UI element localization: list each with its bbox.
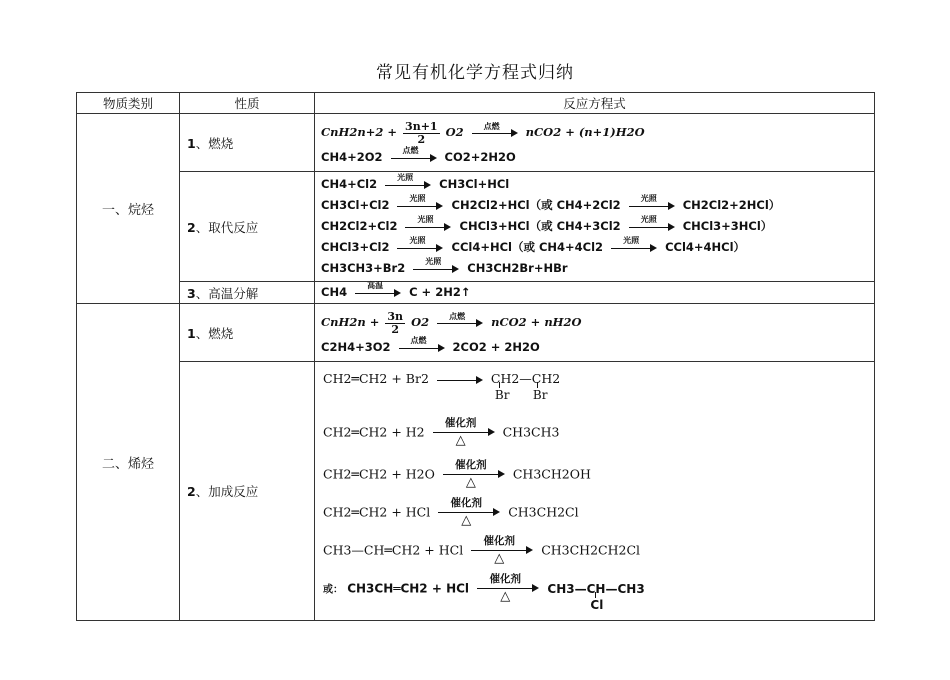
equations-alkane-combustion xyxy=(315,114,875,172)
reaction-arrow: 光照 xyxy=(413,262,459,276)
equation-addition-hcl-ethylene: CH2═CH2 + HCl 催化剂 △ CH3CH2Cl xyxy=(323,497,579,528)
reaction-arrow: 催化剂 △ xyxy=(433,418,495,448)
equation-substitution-4: CHCl3+Cl2 光照 CCl4+HCl（或 CH4+4Cl2 光照 CCl4+4HCl） xyxy=(321,235,746,254)
reaction-arrow: 光照 xyxy=(629,199,675,213)
equation-substitution-2: CH3Cl+Cl2 光照 CH2Cl2+HCl（或 CH4+2Cl2 光照 CH2Cl2+2HCl） xyxy=(321,193,781,212)
property-alkane-combustion: 1、燃烧 xyxy=(180,114,315,172)
reaction-arrow xyxy=(437,373,483,387)
equations-alkane-substitution xyxy=(315,172,875,282)
reaction-arrow: 点燃 xyxy=(391,151,437,165)
equation-addition-water: CH2═CH2 + H2O 催化剂 △ CH3CH2OH xyxy=(323,459,591,490)
dibromoethane: CH2—CH2 Br Br xyxy=(490,371,561,402)
equation-alkene-general-combustion: CnH2n + $\frac{3n}{2}$ O2 点燃 nCO2 + nH2O xyxy=(321,309,582,336)
table-header-row xyxy=(77,93,875,114)
equation-methane-combustion: CH4+2O2 点燃 CO2+2H2O xyxy=(321,145,516,164)
header-category: 物质类别 xyxy=(77,93,180,114)
header-property: 性质 xyxy=(180,93,315,114)
equations-alkane-cracking xyxy=(315,282,875,304)
reaction-arrow: 催化剂 △ xyxy=(438,498,500,528)
reaction-arrow: 催化剂 △ xyxy=(471,536,533,566)
equation-alkane-general-combustion: CnH2n+2 + $\frac{3n+1}{2}$ O2 点燃 nCO2 + (n+1)H2O xyxy=(321,119,645,146)
fraction: $\frac{3n}{2}$ xyxy=(387,309,404,336)
isopropyl-chloride: CH3—CH—CH3 Cl xyxy=(547,581,645,612)
category-alkane: 一、烷烃 xyxy=(77,114,180,304)
reaction-arrow: 催化剂 △ xyxy=(443,460,505,490)
reaction-arrow: 光照 xyxy=(405,220,451,234)
reaction-arrow: 点燃 xyxy=(399,341,445,355)
table-row xyxy=(77,362,875,621)
equations-alkene-combustion xyxy=(315,304,875,362)
equation-substitution-3: CH2Cl2+Cl2 光照 CHCl3+HCl（或 CH4+3Cl2 光照 CHCl3+3HCl） xyxy=(321,214,773,233)
equation-substitution-5: CH3CH3+Br2 光照 CH3CH2Br+HBr xyxy=(321,256,568,275)
equation-methane-cracking: CH4 高温 C + 2H2↑ xyxy=(321,280,471,299)
table-row xyxy=(77,304,875,362)
property-alkene-addition: 2、加成反应 xyxy=(180,362,315,621)
equation-addition-hcl-propylene: CH3—CH═CH2 + HCl 催化剂 △ CH3CH2CH2Cl xyxy=(323,535,641,566)
header-equation: 反应方程式 xyxy=(315,93,875,114)
fraction: $\frac{3n+1}{2}$ xyxy=(405,119,438,146)
equation-substitution-1: CH4+Cl2 光照 CH3Cl+HCl xyxy=(321,172,510,191)
property-alkane-substitution: 2、取代反应 xyxy=(180,172,315,282)
reaction-arrow: 点燃 xyxy=(437,316,483,330)
property-alkane-cracking: 3、高温分解 xyxy=(180,282,315,304)
reaction-arrow: 光照 xyxy=(397,199,443,213)
property-alkene-combustion: 1、燃烧 xyxy=(180,304,315,362)
equation-addition-hydrogen: CH2═CH2 + H2 催化剂 △ CH3CH3 xyxy=(323,417,560,448)
reaction-arrow: 高温 xyxy=(355,286,401,300)
table-row xyxy=(77,114,875,172)
reaction-arrow: 点燃 xyxy=(472,126,518,140)
reaction-arrow: 光照 xyxy=(611,241,657,255)
equations-alkene-addition xyxy=(315,362,875,621)
reaction-arrow: 光照 xyxy=(385,178,431,192)
equation-addition-hcl-propylene-alt: 或： CH3CH═CH2 + HCl 催化剂 △ CH3—CH—CH3 Cl xyxy=(323,573,645,612)
table-row xyxy=(77,282,875,304)
reaction-arrow: 催化剂 △ xyxy=(477,574,539,604)
category-alkene: 二、烯烃 xyxy=(77,304,180,621)
reaction-arrow: 光照 xyxy=(397,241,443,255)
reaction-arrow: 光照 xyxy=(629,220,675,234)
page-title: 常见有机化学方程式归纳 xyxy=(376,63,574,83)
equation-addition-bromine: CH2═CH2 + Br2 CH2—CH2 Br Br xyxy=(323,371,561,402)
reaction-table xyxy=(76,92,875,621)
equation-ethylene-combustion: C2H4+3O2 点燃 2CO2 + 2H2O xyxy=(321,335,540,354)
table-row xyxy=(77,172,875,282)
